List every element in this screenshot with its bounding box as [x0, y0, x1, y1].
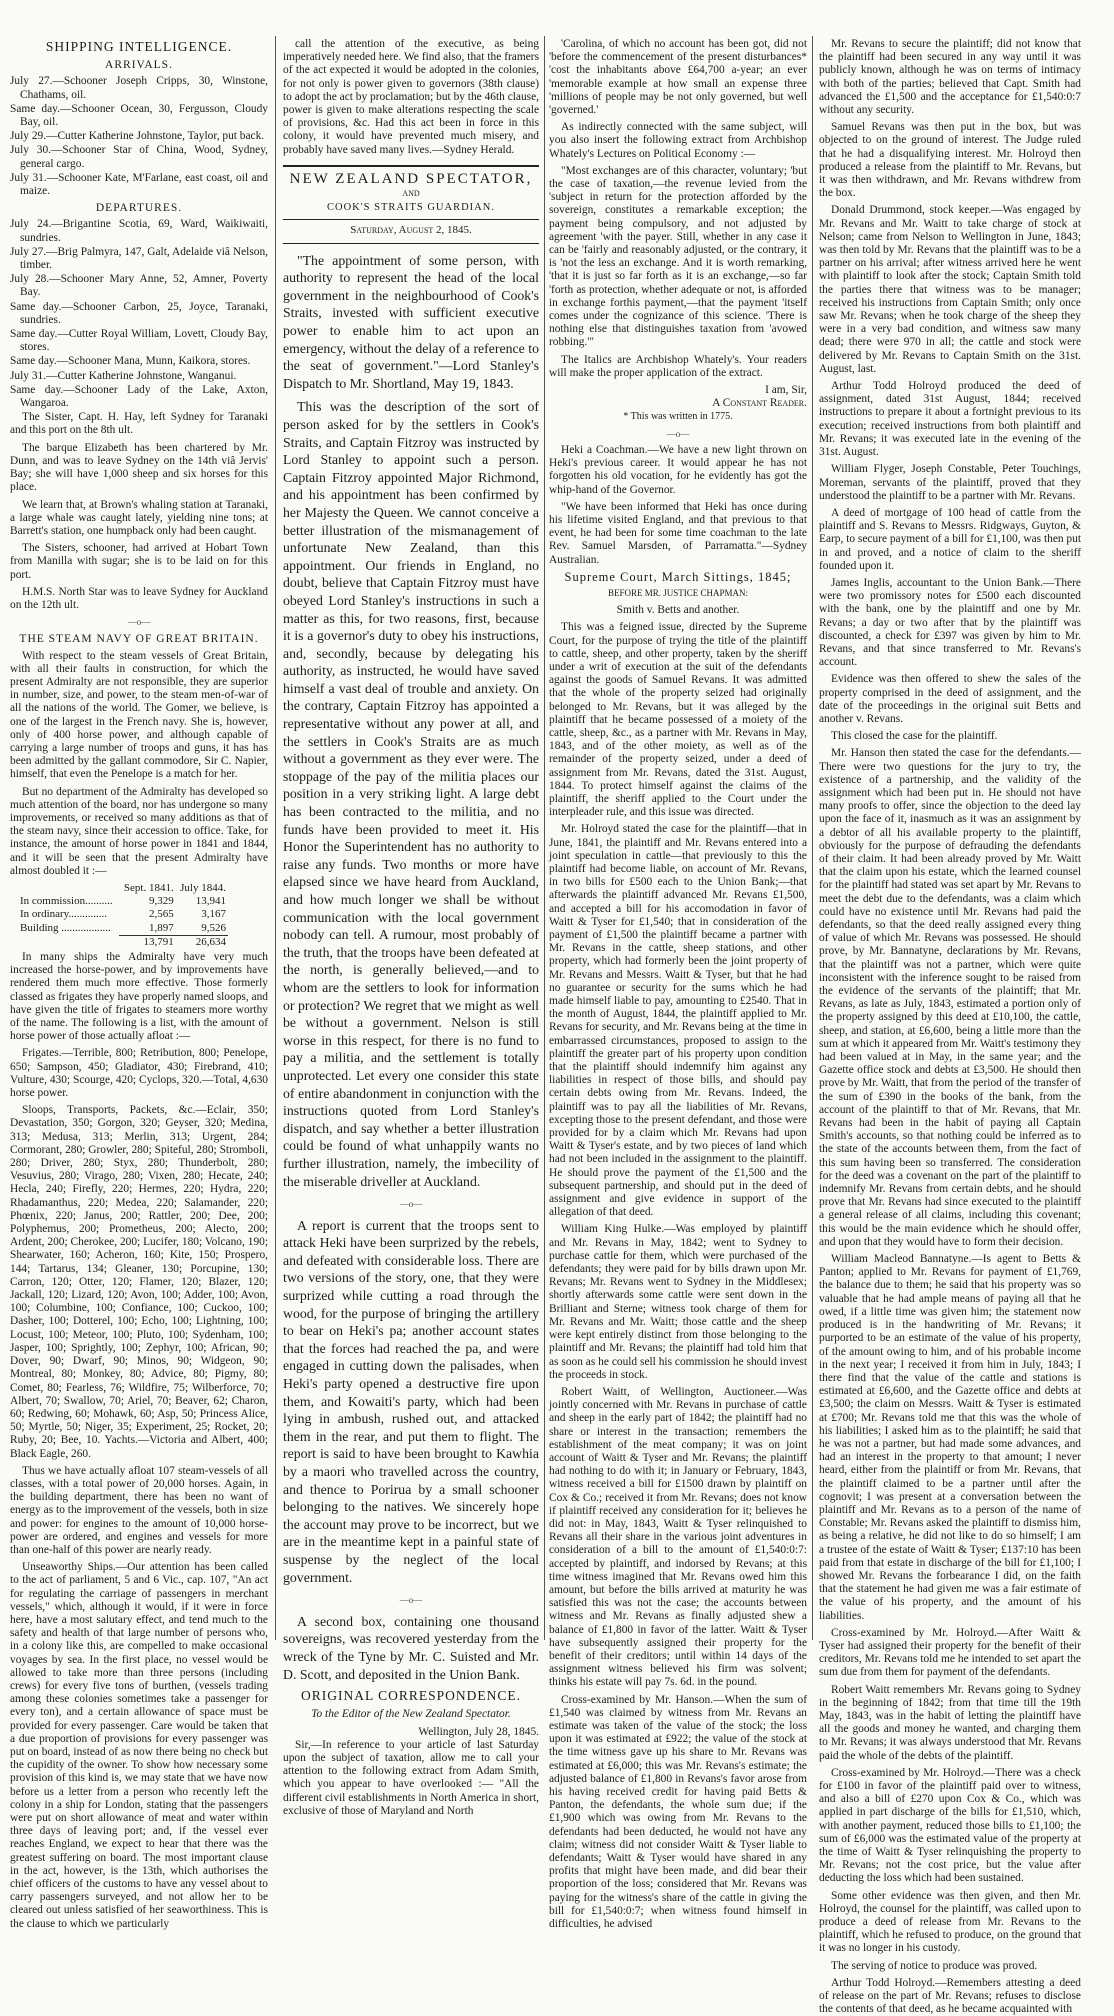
article-paragraph: Robert Waitt remembers Mr. Revans going to Sydney in the beginning of 1842; from that time till the 19th May, 1843, was in the habit of letting the plaintiff have all the goods and money he wanted, and charging them to Mr. Revans; it was always understood that Mr. Revans paid the whole of the debts of the plaintiff.	[819, 1683, 1081, 1762]
table-total: 26,634	[176, 935, 228, 949]
arrival-entry: July 27.—Schooner Joseph Cripps, 30, Winstone, Chathams, oil.	[10, 75, 268, 101]
article-paragraph: Frigates.—Terrible, 800; Retribution, 800; Penelope, 650; Sampson, 450; Gladiator, 430; Firebrand, 410; Vulture, 430; Scourge, 420; Cyclops, 320.—Total, 4,630 horse power.	[10, 1047, 268, 1100]
shipping-note: H.M.S. North Star was to leave Sydney for Auckland on the 12th ult.	[10, 585, 268, 611]
departure-entry: July 31.—Cutter Katherine Johnstone, Wanganui.	[10, 369, 237, 382]
article-paragraph: Thus we have actually afloat 107 steam-vessels of all classes, with a total power of 20,000 horses. Again, in the building department, there has been no want of energy as to the improvement of the vessels, both in size and power: for engines to the amount of 10,000 horse-power are ordered, and engines and vessels for more than one-half of this power are nearly ready.	[10, 1464, 268, 1556]
table-cell: 2,565	[148, 908, 174, 921]
masthead-title: NEW ZEALAND SPECTATOR,	[289, 170, 533, 187]
article-paragraph: The serving of notice to produce was proved.	[831, 1959, 1038, 1972]
footnote: * This was written in 1775.	[623, 411, 733, 423]
leading-article	[283, 252, 539, 1684]
article-paragraph: The Italics are Archbishop Whately's. Your readers will make the proper application of the extract.	[549, 353, 807, 379]
article-paragraph: James Inglis, accountant to the Union Bank.—There were two promissory notes for £500 each discounted with the bank, one by the plaintiff and one by Mr. Revans; a day or two after that by the plaintiff was discounted, a check for £397 was given by him to Mr. Revans, and that since transferred to Mr. Revans's account.	[819, 576, 1081, 669]
court-heading: Supreme Court, March Sittings, 1845;	[564, 569, 792, 584]
article-paragraph: 'Carolina, of which no account has been got, did not 'before the commencement of the present disturbances* 'cost the inhabitants above £64,700 a-year; an ever 'memorable example at how small an expense three 'millions of people may be not only governed, but well 'governed.'	[549, 38, 807, 117]
article-paragraph: William Flyger, Joseph Constable, Peter Touchings, Moreman, servants of the plaintiff, proved that they understood the plaintiff to be a partner with Mr. Revans.	[819, 463, 1081, 502]
departure-entry: Same day.—Schooner Carbon, 25, Joyce, Taranaki, sundries.	[10, 300, 268, 326]
article-paragraph: Mr. Revans to secure the plaintiff; did not know that the plaintiff had been secured in any way until it was publicly known, although he was on terms of intimacy with both of the parties; believed that Capt. Smith had advanced the £1,500 and the acceptance for £1,540:0:7 without any security.	[819, 38, 1081, 117]
article-paragraph: Sloops, Transports, Packets, &c.—Eclair, 350; Devastation, 350; Gorgon, 320; Geyser, 320; Medina, 313; Medusa, 313; Merlin, 313; Urgent, 284; Cormorant, 280; Growler, 280; Spiteful, 280; Stromboli, 280; Driver, 280; Styx, 280; Thunderbolt, 280; Vesuvius, 280; Virago, 280; Vixen, 280; Hecate, 240; Hecla, 240; Firefly, 220; Hermes, 220; Hydra, 220; Rhadamanthus, 220; Medea, 220; Salamander, 220; Phœnix, 220; Janus, 200; Rattler, 200; Dee, 200; Polyphemus, 200; Prometheus, 200; Alecto, 200; Ardent, 200; Cherokee, 200; Lucifer, 180; Volcano, 190; Shearwater, 160; Acheron, 160; Kite, 150; Prospero, 144; Tartarus, 134; Gleaner, 130; Porcupine, 130; Carron, 120; Otter, 120; Flamer, 120; Blazer, 120; Jackall, 120; Lizard, 120; Avon, 100; Adder, 100; Avon, 100; Columbine, 100; Confiance, 100; Cuckoo, 100; Dasher, 100; Dotterel, 100; Echo, 100; Lightning, 100; Locust, 100; Meteor, 100; Pluto, 100; Sydenham, 100; Jasper, 100; Sprightly, 100; Zephyr, 100; African, 90; Dover, 90; Dwarf, 90; Minos, 90; Widgeon, 90; Montreal, 80; Monkey, 80; Advice, 80; Pigmy, 80; Comet, 80; Fearless, 76; Wildfire, 75; Wilberforce, 70; Albert, 70; Swallow, 70; Ariel, 70; Beaver, 62; Charon, 60; Redwing, 60; Mohawk, 60; Asp, 50; Princess Alice, 50; Myrtle, 50; Niger, 35; Experiment, 25; Rocket, 20; Ruby, 20; Bee, 10. Yachts.—Victoria and Albert, 400; Black Eagle, 260.	[10, 1104, 268, 1460]
table-row	[18, 922, 228, 936]
column-rule	[275, 36, 276, 1640]
table-header: Sept. 1841.	[123, 881, 174, 894]
article-paragraph: This was a feigned issue, directed by the Supreme Court, for the purpose of trying the title of the plaintiff to cattle, sheep, and other property, taken by the sheriff under a writ of execution at the suit of the defendants against the goods of Samuel Revans. It was admitted that the whole of the property seized had originally belonged to Mr. Revans, but it was alleged by the plaintiff that he became possessed of a moiety of the cattle, sheep, &c., as a partner with Mr. Revans in May, 1843, and of the other moiety, as well as of the remainder of the property seized, under a deed of assignment from Mr. Revans, dated the 31st. August, 1844. To protect himself against the claims of the plaintiff, the sheriff applied to the Court under the interpleader rule, and this issue was directed.	[549, 621, 807, 819]
masthead-and: AND	[402, 189, 420, 199]
article-paragraph: A deed of mortgage of 100 head of cattle from the plaintiff and S. Revans to Messrs. Ridgways, Guyton, & Earp, to secure payment of a bill for £1,100, was then put in and proved, and a notice of claim to the sheriff founded upon it.	[819, 506, 1081, 572]
column-rule	[812, 36, 813, 1640]
table-cell: 1,897	[148, 921, 174, 934]
court-judge: BEFORE MR. JUSTICE CHAPMAN:	[607, 587, 749, 598]
table-row	[18, 908, 228, 921]
departures-heading: DEPARTURES.	[95, 202, 183, 215]
column-rule	[544, 36, 545, 1640]
table-total: 13,791	[119, 935, 175, 949]
arrival-entry: July 31.—Schooner Kate, M'Farlane, east coast, oil and maize.	[10, 171, 268, 198]
table-cell: 13,941	[195, 895, 226, 908]
masthead-subtitle: COOK'S STRAITS GUARDIAN.	[327, 202, 495, 214]
table-cell: Building ..................	[20, 921, 111, 934]
article-paragraph: Cross-examined by Mr. Holroyd.—There was a check for £100 in favor of the plaintiff paid over to witness, and also a bill of £270 upon Cox & Co., which was applied in part discharge of the bills for £1,510, which, with another payment, reduced those bills to £1,100; the sum of £6,000 was the estimated value of the property at the time of Waitt & Tyser relinquishing the property to Mr. Revans; not the cost price, but the value after deducting the loss which had been sustained.	[819, 1766, 1081, 1885]
departure-entry: July 28.—Schooner Mary Anne, 52, Amner, Poverty Bay.	[10, 273, 268, 299]
article-paragraph: Mr. Holroyd stated the case for the plaintiff—that in June, 1841, the plaintiff and Mr. Revans entered into a joint speculation in cattle—that previously to this the plaintiff had become liable, on account of Mr. Revans, in two bills for £500 each to the Union Bank;—that afterwards the plaintiff advanced Mr. Revans £1,500, and accepted a bill for his accomodation in favor of Waitt & Tyser for £1,540; that in consideration of the payment of £1,500 the plaintiff became a partner with Mr. Revans in the cattle, sheep stations, and other property, which had formerly been the joint property of Mr. Revans and Messrs. Waitt & Tyser, but that he had no guarantee or security for the sums which he had made himself liable to pay, amounting to £2540. That in the month of August, 1844, the plaintiff applied to Mr. Revans for security, and Mr. Revans being at the time in embarrassed circumstances, proposed to assign to the plaintiff the greater part of his property upon condition that the plaintiff should indemnify him against any liabilities in respect of those bills, and should pay certain debts owing from Mr. Revans. Indeed, the plaintiff was to pay all the liabilities of Mr. Revans, excepting those to the present defendant, and those were provided for by a claim which Mr. Revans had upon Waitt & Tyser's estate, and by two pieces of land which had not been included in the assignment to the plaintiff. He should prove the payment of the £1,500 and the subsequent partnership, and should put in the deed of assignment and give evidence in support of the allegation of that deed.	[549, 823, 807, 1219]
article-paragraph: William Macleod Bannatyne.—Is agent to Betts & Panton; applied to Mr. Revans for payment of £1,769, the balance due to them; he said that his property was so valuable that he had ample means of paying all that he owed, if a little time was given him; the statement now produced is in the handwriting of Mr. Revans; it purported to be an estimate of the value of his property, of the amount owing to him, and of his probable income in the next year; I received it from him in July, 1843; I there find that the value of the cattle and stations is estimated at £6,600, and the Gazette office and debts at £3,500; the claim on Messrs. Waitt & Tyser is estimated at £700; Mr. Revans told me that this was the whole of his liabilities; I asked him as to the plaintiff; he said that he was not a partner, but had made some advances, and had an interest in the property to that amount; I never heard, either from the plaintiff or from Mr. Revans, that the plaintiff claimed to be a partner until after the cognovit; I was present at a conversation between the plaintiff and Mr. Revans as to a person of the name of Constable; Mr. Revans asked the plaintiff to dismiss him, as being a relative, he did not like to do so himself; I am a trustee of the estate of Waitt & Tyser; £137:10 has been paid from that estate in discharge of the bill for £1,100; I showed Mr. Revans the forbearance I did, on the faith that the statement he had given me was a fair estimate of the value of his property, and the amount of his liabilities.	[819, 1253, 1081, 1622]
article-paragraph: Donald Drummond, stock keeper.—Was engaged by Mr. Revans and Mr. Waitt to take charge of stock at Nelson; came from Nelson to Wellington in June, 1843; was then told by Mr. Revans that the plaintiff was to be a partner on his arrival; after witness arrived here he went with plaintiff to look after the stock; Captain Smith told the parties there that witness was to be manager; received his instructions from Captain Smith; only once saw Mr. Revans; when he took charge of the sheep they were in a very bad condition, and witness saw many dead; there were 970 in all; the cattle and stock were delivered by Mr. Revans to Captain Smith on the 31st. August, last.	[819, 204, 1081, 375]
table-cell: 3,167	[201, 908, 226, 921]
article-paragraph: Unseaworthy Ships.—Our attention has been called to the act of parliament, 5 and 6 Vic., cap. 107, "An act for regulating the carriage of passengers in merchant vessels," which, although it would, if it were in force here, have a most salutary effect, and tend much to the safety and health of that large number of persons who, in a colony like this, are compelled to make occasional voyages by sea. In the first place, no vessel would be allowed to take more than three persons (including crews) for every five tons of burthen, (vessels trading among these colonies sometimes take a passenger for every ton), and a certain allowance of space must be provided for every passenger. Care would be taken that a due proportion of provisions for every passenger was put on board, instead of as now there being no check but the cupidity of the owner. To show how necessary some provision of this kind is, we may state that we have now before us a letter from a person who recently left the colony in a ship for London, stating that the passengers were put on short allowance of meat and water within three days of leaving port; and, if the vessel ever reaches England, we expect to hear that there was the greatest suffering on board. The most important clause in the act, however, is the 13th, which authorises the chief officers of the customs to have any vessel about to carry passengers surveyed, and not allow her to be cleared out unless satisfied of her seaworthiness. This is the clause to which we particularly	[10, 1561, 268, 1930]
article-paragraph: A second box, containing one thousand sovereigns, was recovered yesterday from the wreck of the Tyne by Mr. C. Suisted and Mr. D. Scott, and deposited in the Union Bank.	[283, 1613, 539, 1682]
article-paragraph: Cross-examined by Mr. Holroyd.—After Waitt & Tyser had assigned their property for the benefit of their creditors, Mr. Revans told me he intended to set apart the sum due from them for payment of the defendants.	[819, 1626, 1081, 1679]
article-paragraph: Robert Waitt, of Wellington, Auctioneer.—Was jointly concerned with Mr. Revans in purchase of cattle and sheep in the early part of 1842; the plaintiff had no share or interest in the transaction; remembers the establishment of the meat company; it was on joint account of Waitt & Tyser and Mr. Revans; the plaintiff had nothing to do with it; in January or February, 1843, witness received a bill for £1500 drawn by plaintiff on Cox & Co.; received it from Mr. Revans; does not know if plaintiff received any consideration for it; believes he did not: in May, 1843, Waitt & Tyser relinquished to Revans all their share in the various joint adventures in consideration of a bill to the amount of £1,540:0:7: accepted by plaintiff, and indorsed by Revans; at this time witness imagined that Mr. Revans owed him this amount, but before the bills arrived at maturity he was satisfied this was not the case; the accounts between witness and Mr. Revans as finally adjusted shew a balance of £1,800 in favor of the latter. Waitt & Tyser have subsequently assigned their property for the benefit of their creditors; until within 14 days of the assignment witness believed his firm was solvent; thinks his estate will pay 7s. 6d. in the pound.	[549, 1385, 807, 1689]
letter-signature: A Constant Reader.	[712, 397, 807, 410]
article-paragraph: "The appointment of some person, with authority to represent the head of the local government in the neighbourhood of Cook's Straits, invested with sufficient executive power to enable him to act upon an emergency, without the delay of a reference to the seat of government."—Lord Stanley's Dispatch to Mr. Shortland, May 19, 1843.	[283, 252, 539, 391]
table-total-row	[18, 935, 228, 949]
article-paragraph: But no department of the Admiralty has developed so much attention of the board, nor has undergone so many improvements, or received so many additions as that of the steam navy, since their accession to office. Take, for instance, the amount of horse power in 1841 and 1844, and it will be seen that the present Admiralty have almost doubled it :—	[10, 785, 268, 877]
article-paragraph: "We have been informed that Heki has once during his lifetime visited England, and that previous to that event, he had been for some time coachman to the late Rev. Samuel Marsden, of Parramatta."—Sydney Australian.	[549, 500, 807, 566]
article-paragraph: Samuel Revans was then put in the box, but was objected to on the ground of interest. The Judge ruled that he had a disqualifying interest. Mr. Holroyd then produced a release from the plaintiff to Mr. Revans, but it was then withdrawn, and Mr. Revans withdrew from the box.	[819, 121, 1081, 200]
arrival-entry: July 30.—Schooner Star of China, Wood, Sydney, general cargo.	[10, 144, 268, 170]
article-paragraph: Heki a Coachman.—We have a new light thrown on Heki's previous career. It would appear he has not forgotten his old vocation, for he evidently has got the whip-hand of the Governor.	[549, 443, 807, 496]
arrival-entry: July 29.—Cutter Katherine Johnstone, Taylor, put back.	[10, 130, 265, 143]
article-paragraph: call the attention of the executive, as being imperatively needed here. We find also, that the framers of the act expected it would be adopted in the colonies, for not only is power given to governors (38th clause) to adopt the act by proclamation; but by the 46th clause, power is given to make alterations respecting the scale of provisions, &c. Had this act been in force in this colony, it would have prevented much misery, and probably have saved many lives.—Sydney Herald.	[283, 38, 539, 156]
shipping-note: The Sister, Capt. H. Hay, left Sydney for Taranaki and this port on the 8th ult.	[10, 411, 268, 437]
article-paragraph: As indirectly connected with the same subject, will you also insert the following extract from Archbishop Whately's Lectures on Political Economy :—	[549, 121, 807, 160]
letter-signoff: I am, Sir,	[765, 384, 807, 397]
table-header	[18, 882, 119, 895]
table-cell: 9,526	[201, 921, 226, 934]
table-cell: In commission..........	[20, 895, 113, 908]
table-header: July 1844.	[180, 881, 226, 894]
article-paragraph: William King Hulke.—Was employed by plaintiff and Mr. Revans in May, 1842; went to Sydney to purchase cattle for them, which were purchased of the defendants; they were paid for by bills drawn upon Mr. Revans; Mr. Revans went to Sydney in the Middlesex; shortly afterwards some cattle were sent down in the Brilliant and Sterne; witness took charge of them for Mr. Revans and Mr. Waitt; those cattle and the sheep were kept entirely distinct from those belonging to the plaintiff and Mr. Revans; the plaintiff had told him that as soon as he could sell his commission he should invest the proceeds in stock.	[549, 1223, 807, 1381]
article-paragraph: Arthur Todd Holroyd produced the deed of assignment, dated 31st August, 1844; received instructions to prepare it about a fortnight previous to its execution; received instructions from both plaintiff and Mr. Revans; it was executed late in the evening of the 31st. August.	[819, 380, 1081, 459]
letter-address: To the Editor of the New Zealand Spectator.	[311, 1708, 511, 1721]
article-paragraph: Mr. Hanson then stated the case for the defendants.—There were two questions for the jury to try, the existence of a partnership, and the validity of the assignment which had been put in. He should not have many proofs to offer, since the objection to the deed lay upon the face of it, inasmuch as it was an assignment by a debtor of all his available property to the plaintiff, obviously for the purpose of defrauding the defendants of their claim. It had been already proved by Mr. Waitt that the claim upon his estate, which the learned counsel for the plaintiff had stated was set apart by Mr. Revans to meet the debt due to the defendants, was a claim which could have no existence until Mr. Revans had paid the defendants, so that the deed really assigned every thing of value of which Mr. Revans was possessed. He should prove, by Mr. Bannatyne, declarations by Mr. Revans, that the plaintiff was not a partner, which were quite inconsistent with the inference sought to be raised from the evidence of the servants of the plaintiff; that Mr. Revans, as late as July, 1843, estimated a portion only of the property assigned by this deed at £10,100, the cattle, sheep, and station, at £6,600, being a little more than the sum at which it appeared from Mr. Waitt's testimony they had been valued at in May, in the same year; and the Gazette office stock and debts at £3,500. He should then prove by Mr. Waitt, that from the period of the transfer of the sum of £390 in the books of the bank, from the account of the plaintiff to that of Mr. Revans, that Mr. Revans had been in the habit of paying all Captain Smith's accounts, so that nothing could be inferred as to the state of the accounts between them, from the fact of this sum having been so transferred. The consideration for the deed was a covenant on the part of the plaintiff to indemnify Mr. Revans from certain debts, and he should prove that Mr. Revans had since executed to the plaintiff a general release of all claims, including this covenant; this would be the main evidence which he should offer, and upon that they would have to form their decision.	[819, 747, 1081, 1248]
horse-power-table	[18, 882, 228, 949]
shipping-note: The Sisters, schooner, had arrived at Hobart Town from Manilla with sugar; she is to be laid on for this port.	[10, 542, 268, 581]
ornament-divider: —o—	[399, 1199, 423, 1210]
column-3	[549, 38, 807, 1931]
shipping-heading: SHIPPING INTELLIGENCE.	[45, 39, 233, 54]
article-paragraph: Some other evidence was then given, and then Mr. Holroyd, the counsel for the plaintiff, was called upon to produce a deed of release from Mr. Revans to the plaintiff, which he refused to produce, on the ground that it was no longer in his custody.	[819, 1889, 1081, 1955]
navy-heading: THE STEAM NAVY OF GREAT BRITAIN.	[19, 633, 259, 646]
correspondence-heading: ORIGINAL CORRESPONDENCE.	[300, 1688, 521, 1704]
departure-entry: Same day.—Schooner Lady of the Lake, Axton, Wangaroa.	[10, 383, 268, 410]
table-row	[18, 895, 228, 908]
masthead-date: Saturday, August 2, 1845.	[283, 219, 539, 237]
letter-place-date: Wellington, July 28, 1845.	[418, 1725, 539, 1738]
ornament-divider: —o—	[127, 617, 151, 628]
article-paragraph: Sir,—In reference to your article of last Saturday upon the subject of taxation, allow me to call your attention to the following extract from Adam Smith, which you appear to have overlooked :— "All the different civil establishments in North America in short, exclusive of those of Maryland and North	[283, 1738, 539, 1817]
table-cell: In ordinary..............	[20, 908, 107, 921]
column-4	[819, 38, 1081, 2016]
article-paragraph: This was the description of the sort of person asked for by the settlers in Cook's Straits, and Captain Fitzroy was instructed by Lord Stanley to appoint such a person. Captain Fitzroy appointed Major Richmond, and his appointment has been confirmed by her Majesty the Queen. We cannot conceive a better illustration of the mismanagement of unfortunate New Zealand, than this appointment. Our friends in England, no doubt, believe that Captain Fitzroy must have obeyed Lord Stanley's instructions in such a matter as this, for two reasons, first, because it is a governor's duty to obey his instructions, and, secondly, because by delegating his authority, as instructed, he would have saved himself a vast deal of trouble and anxiety. On the contrary, Captain Fitzroy has appointed a representative without any power at all, and the settlers in Cook's Straits are as much without a government as they ever were. The stoppage of the pay of the militia places our position in a very striking light. A large debt has been contracted to the militia, and no funds have been provided to meet it. His Honor the Superintendent has no authority to raise any funds. Two months or more have elapsed since we have heard from Auckland, and how much longer we shall be without communication with the local government nobody can tell. A rumour, most probably of the truth, that the troops have been defeated at the north, is generally believed,—and to whom are the settlers to look for information or protection? We regret that we might as well be without a government. Nelson is still worse in this respect, for there is no fund to pay a militia, and the settlement is totally unprotected. Let every one consider this state of entire abandonment in conjunction with the instructions quoted from Lord Stanley's dispatch, and say whether a better illustration could be found of what unhappily wants no further illustration, namely, the imbecility of the miserable driveller at Auckland.	[283, 399, 539, 1189]
article-paragraph: With respect to the steam vessels of Great Britain, with all their faults in construction, for which the present Admiralty are not responsible, they are superior in number, size, and power, to the steam men-of-war of all the nations of the world. The Gomer, we believe, is one of the largest in the French navy. She is, however, only of 400 horse power, and although capable of carrying a large number of troops and guns, it has has been admitted by the gallant commodore, Sir C. Napier, himself, that even the Penelope is a match for her.	[10, 649, 268, 781]
departure-entry: Same day.—Cutter Royal William, Lovett, Cloudy Bay, stores.	[10, 328, 268, 354]
table-cell: 9,329	[148, 895, 174, 908]
column-1	[10, 38, 268, 1930]
masthead	[283, 165, 539, 244]
departure-entry: Same day.—Schooner Mana, Munn, Kaikora, stores.	[10, 355, 251, 368]
ornament-divider: —o—	[399, 1595, 423, 1606]
column-2	[283, 38, 539, 1817]
arrival-entry: Same day.—Schooner Ocean, 30, Fergusson, Cloudy Bay, oil.	[10, 102, 268, 129]
article-paragraph: Evidence was then offered to shew the sales of the property comprised in the deed of assignment, and the date of the proceedings in the original suit Betts and another v. Revans.	[819, 673, 1081, 725]
departure-entry: July 27.—Brig Palmyra, 147, Galt, Adelaide viâ Nelson, timber.	[10, 245, 268, 272]
shipping-note: We learn that, at Brown's whaling station at Taranaki, a large whale was caught lately, yielding nine tons; at Barrett's station, one humpback only had been caught.	[10, 498, 268, 537]
table-header-row	[18, 882, 228, 895]
article-paragraph: This closed the case for the plaintiff.	[831, 730, 998, 743]
court-case: Smith v. Betts and another.	[616, 604, 740, 617]
arrivals-heading: ARRIVALS.	[105, 59, 173, 72]
article-paragraph: Arthur Todd Holroyd.—Remembers attesting a deed of release on the part of Mr. Revans; refuses to disclose the contents of that deed, as he became acquainted with	[819, 1976, 1081, 2016]
shipping-note: The barque Elizabeth has been chartered by Mr. Dunn, and was to leave Sydney on the 14th viâ Jervis' Bay; she will have 1,000 sheep and six horses for this place.	[10, 441, 268, 494]
article-paragraph: Cross-examined by Mr. Hanson.—When the sum of £1,540 was claimed by witness from Mr. Revans an estimate was taken of the value of the stock; the loss upon it was estimated at £922; the value of the stock at the time witness gave up his share to Mr. Revans was estimated at £6,000; this was Mr. Revans's estimate; the adjusted balance of £1,800 in Revans's favor arose from his having received credit for having paid Betts & Panton, the defendants, the whole sum due; if the £1,900 which was owing from Mr. Revans to the defendants had been deducted, he would not have any claim; witness did not consider Waitt & Tyser liable to defendants; Waitt & Tyser would have shared in any profits that might have been made, and did bear their proportion of the loss; considered that Mr. Revans was paying for the witness's share of the cattle in giving the bill for £1,540:0:7; when witness found himself in difficulties, he advised	[549, 1693, 807, 1931]
departure-entry: July 24.—Brigantine Scotia, 69, Ward, Waikiwaiti, sundries.	[10, 218, 268, 244]
article-paragraph: "Most exchanges are of this character, voluntary; 'but the case of taxation,—the revenue levied from the 'subject in return for the protection afforded by the sovereign, constitutes a remarkable exception; the payment being compulsory, and not adjusted by agreement 'with the payer. Still, whether in any case it can be 'fairly and reasonably adjusted, or the contrary, it is 'not the less an exchange. And it is worth remarking, 'that it is just so far forth as it is an exchange,—so far 'forth as protection, whether adequate or not, is afforded in exchange forthis payment,—that the payment 'itself comes under the cognizance of this science. 'There is nothing else that distinguishes taxation from 'avowed robbing.'"	[549, 164, 807, 349]
article-paragraph: A report is current that the troops sent to attack Heki have been surprized by the rebels, and defeated with considerable loss. There are two versions of the story, one, that they were surprized while cutting a road through the wood, for the purpose of bringing the artillery to bear on Heki's pa; another account states that the forces had reached the pa, and were engaged in cutting down the palisades, when Heki's party opened a destructive fire upon them, and Kowaiti's party, which had been lying in ambush, rushed out, and attacked them in the rear, and put them to flight. The report is said to have been brought to Kawhia by a maori who travelled across the country, and thence to Porirua by a small schooner belonging to the natives. We sincerely hope the account may prove to be incorrect, but we are in the meantime kept in a painful state of suspense by the neglect of the local government.	[283, 1217, 539, 1585]
ornament-divider: —o—	[666, 428, 690, 439]
article-paragraph: In many ships the Admiralty have very much increased the horse-power, and by improvements have rendered them much more effective. Those formerly classed as frigates they have properly named sloops, and have given the title of frigates to steamers more worthy of the name. The following is a list, with the amount of horse power of those actually afloat :—	[10, 951, 268, 1043]
